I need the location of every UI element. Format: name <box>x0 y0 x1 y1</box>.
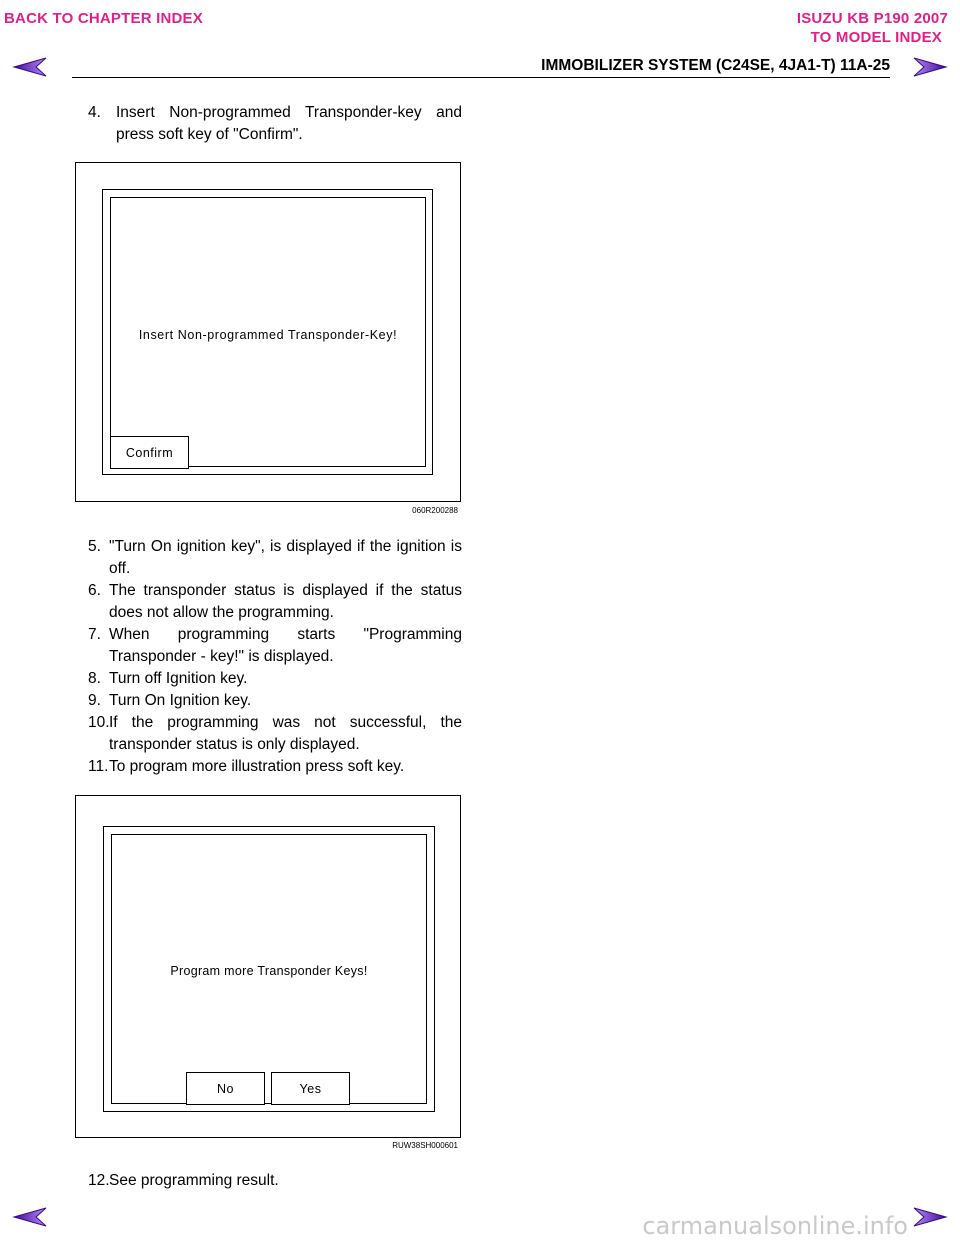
to-model-index-link[interactable]: TO MODEL INDEX <box>810 29 942 46</box>
step-text-line1: The transponder status is displayed if the status <box>109 582 462 599</box>
step-text-line2: press soft key of "Confirm". <box>116 126 303 143</box>
prev-page-button[interactable] <box>12 56 48 78</box>
step-number: 8. <box>88 670 101 687</box>
list-item <box>88 536 462 580</box>
step-text: See programming result. <box>109 1172 279 1189</box>
step-text-line1: "Turn On ignition key", is displayed if the ignition is <box>109 538 462 555</box>
figure-id: 060R200288 <box>412 506 458 515</box>
screen-message: Insert Non-programmed Transponder-Key! <box>138 328 398 342</box>
figure-1 <box>75 162 461 502</box>
list-item <box>88 624 462 668</box>
list-item <box>88 580 462 624</box>
figure-id: RUW38SH000601 <box>392 1141 458 1150</box>
no-softkey[interactable]: No <box>186 1072 265 1105</box>
step-12 <box>88 1170 279 1192</box>
step-text-line1: To program more illustration press soft key. <box>109 758 405 775</box>
step-text-line1: If the programming was not successful, the <box>109 714 462 731</box>
step-number: 7. <box>88 626 101 643</box>
left-arrow-icon <box>12 1206 48 1228</box>
prev-page-button-bottom[interactable] <box>12 1206 48 1228</box>
confirm-softkey[interactable]: Confirm <box>110 436 189 469</box>
device-screen <box>110 197 426 467</box>
step-number: 6. <box>88 582 101 599</box>
step-number: 10. <box>88 714 110 731</box>
yes-softkey[interactable]: Yes <box>271 1072 350 1105</box>
list-item <box>88 756 462 778</box>
step-number: 12. <box>88 1172 110 1189</box>
step-text-line1: Turn On Ignition key. <box>109 692 252 709</box>
step-text-line2: off. <box>109 560 131 577</box>
device-frame <box>102 189 433 475</box>
left-arrow-icon <box>12 56 48 78</box>
step-text-line1: When programming starts "Programming <box>109 626 462 643</box>
next-page-button-bottom[interactable] <box>912 1206 948 1228</box>
next-page-button[interactable] <box>912 56 948 78</box>
back-to-chapter-index-link[interactable]: BACK TO CHAPTER INDEX <box>4 10 203 27</box>
step-number: 11. <box>88 758 109 775</box>
step-text-line1: Insert Non-programmed Transponder-key and <box>116 104 462 121</box>
list-item <box>88 690 462 712</box>
steps-list <box>88 536 462 778</box>
watermark: carmanualsonline.info <box>642 1212 908 1240</box>
list-item <box>88 712 462 756</box>
device-frame <box>103 826 435 1112</box>
device-screen <box>111 834 427 1104</box>
step-text-line1: Turn off Ignition key. <box>109 670 248 687</box>
screen-message: Program more Transponder Keys! <box>170 964 368 978</box>
header-rule <box>72 77 890 78</box>
figure-2 <box>75 795 461 1138</box>
step-4 <box>88 102 462 146</box>
step-text-line2: transponder status is only displayed. <box>109 736 360 753</box>
step-number: 9. <box>88 692 101 709</box>
step-number: 4. <box>88 104 101 121</box>
step-number: 5. <box>88 538 101 555</box>
page-header-title: IMMOBILIZER SYSTEM (C24SE, 4JA1-T) 11A-25 <box>541 57 890 74</box>
step-text-line2: does not allow the programming. <box>109 604 334 621</box>
right-arrow-icon <box>912 56 948 78</box>
list-item <box>88 668 462 690</box>
step-text-line2: Transponder - key!" is displayed. <box>109 648 334 665</box>
right-arrow-icon <box>912 1206 948 1228</box>
model-title-link[interactable]: ISUZU KB P190 2007 <box>796 10 948 27</box>
